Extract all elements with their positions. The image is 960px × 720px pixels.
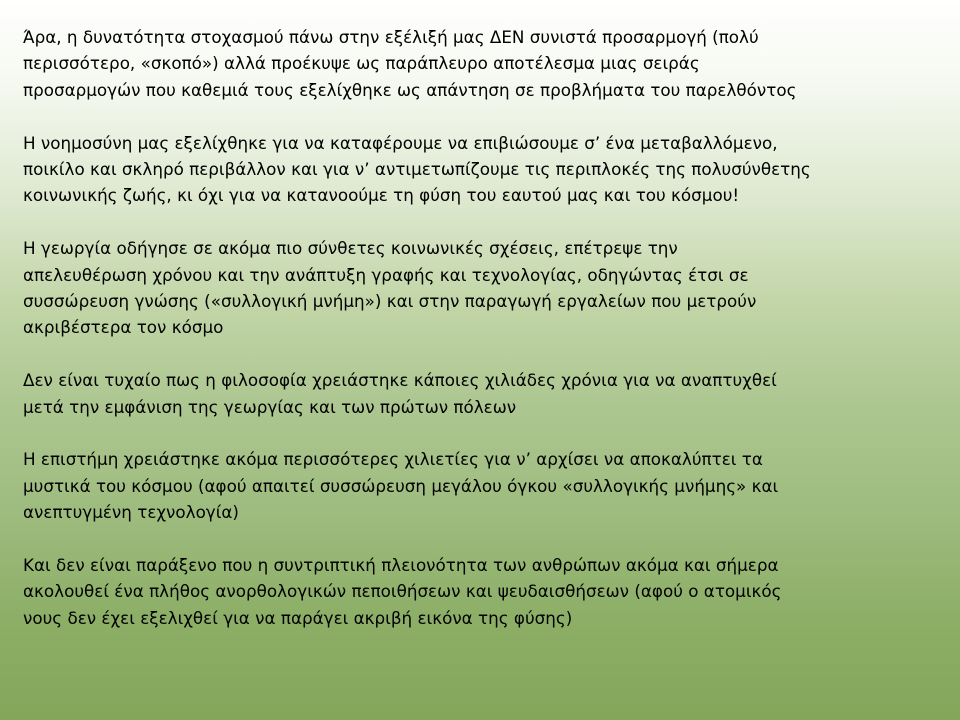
paragraph-line: ακριβέστερα τον κόσμο — [23, 317, 224, 338]
slide-body-text — [23, 24, 943, 658]
paragraph-philosophy — [23, 367, 943, 420]
paragraph-irrational-beliefs — [23, 552, 943, 631]
paragraph-line: Η γεωργία οδήγησε σε ακόμα πιο σύνθετες κοινωνικές σχέσεις, επέτρεψε την — [23, 238, 678, 259]
paragraph-line: Η επιστήμη χρειάστηκε ακόμα περισσότερες χιλιετίες για ν’ αρχίσει να αποκαλύπτει τα — [23, 449, 763, 470]
paragraph-line: μετά την εμφάνιση της γεωργίας και των πρώτων πόλεων — [23, 396, 517, 417]
paragraph-line: περισσότερο, «σκοπό») αλλά προέκυψε ως παράπλευρο αποτέλεσμα μιας σειράς — [23, 53, 700, 74]
paragraph-line: ακολουθεί ένα πλήθος ανορθολογικών πεποιθήσεων και ψευδαισθήσεων (αφού ο ατομικός — [23, 581, 782, 602]
paragraph-line: Άρα, η δυνατότητα στοχασμού πάνω στην εξέλιξή μας ΔΕΝ συνιστά προσαρμογή (πολύ — [23, 27, 759, 47]
paragraph-line: ανεπτυγμένη τεχνολογία) — [23, 502, 239, 523]
paragraph-line: Δεν είναι τυχαίο πως η φιλοσοφία χρειάστηκε κάποιες χιλιάδες χρόνια για να αναπτυχθεί — [23, 370, 777, 391]
paragraph-intelligence-evolution — [23, 130, 943, 209]
paragraph-line: Και δεν είναι παράξενο που η συντριπτική πλειονότητα των ανθρώπων ακόμα και σήμερα — [23, 555, 779, 576]
paragraph-line: νους δεν έχει εξελιχθεί για να παράγει ακριβή εικόνα της φύσης) — [23, 607, 573, 628]
paragraph-agriculture — [23, 235, 943, 341]
paragraph-line: κοινωνικής ζωής, κι όχι για να κατανοούμε τη φύση του εαυτού μας και του κόσμου! — [23, 185, 740, 206]
paragraph-line: απελευθέρωση χρόνου και την ανάπτυξη γραφής και τεχνολογίας, οδηγώντας έτσι σε — [23, 264, 749, 285]
paragraph-science — [23, 446, 943, 525]
paragraph-line: Η νοημοσύνη μας εξελίχθηκε για να καταφέρουμε να επιβιώσουμε σ’ ένα μεταβαλλόμενο, — [23, 132, 778, 153]
paragraph-line: προσαρμογών που καθεμιά τους εξελίχθηκε ως απάντηση σε προβλήματα του παρελθόντος — [23, 79, 797, 100]
paragraph-line: συσσώρευση γνώσης («συλλογική μνήμη») και στην παραγωγή εργαλείων που μετρούν — [23, 291, 757, 312]
paragraph-line: μυστικά του κόσμου (αφού απαιτεί συσσώρευση μεγάλου όγκου «συλλογικής μνήμης» και — [23, 475, 779, 496]
paragraph-line: ποικίλο και σκληρό περιβάλλον και για ν’ αντιμετωπίζουμε τις περιπλοκές της πολυσύνθετης — [23, 159, 811, 180]
paragraph-reflection-not-adaptation — [23, 24, 943, 103]
